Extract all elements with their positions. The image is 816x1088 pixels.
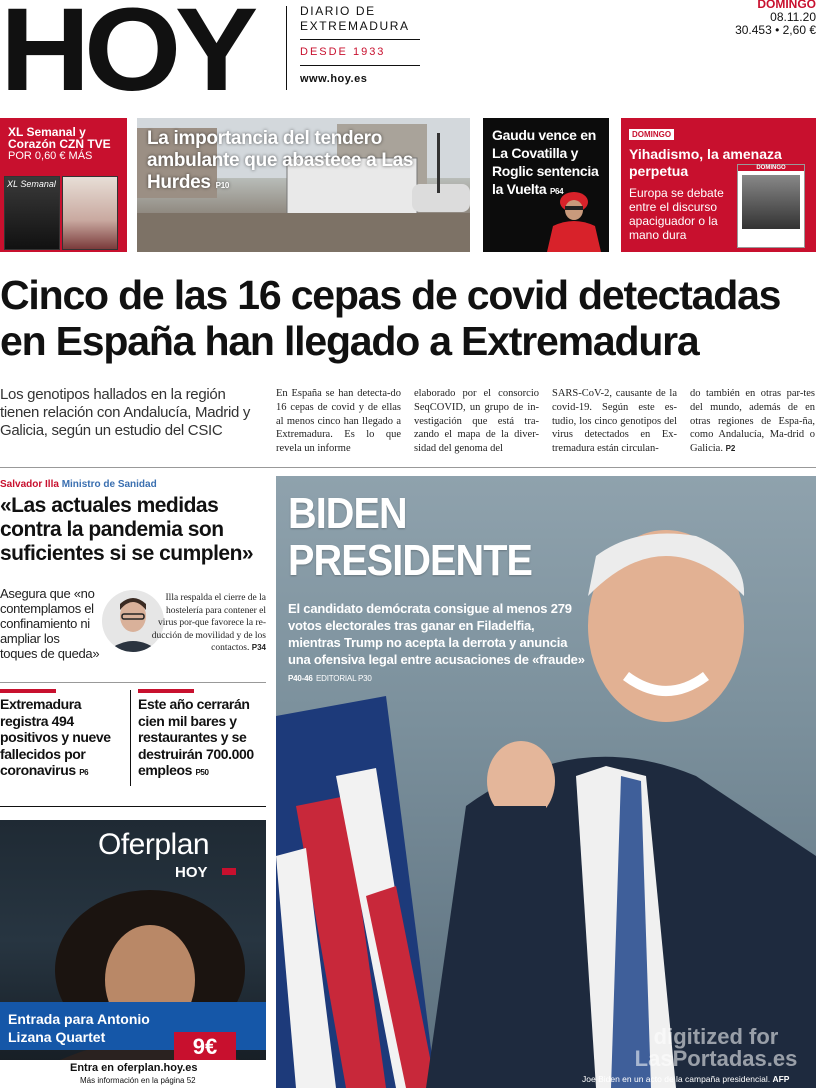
xl-magazine-title: XL Semanal [7, 179, 56, 189]
main-standfirst: Los genotipos hallados en la región tienen relación con Andalucía, Madrid y Galicia, según un estudio del CSIC [0, 386, 251, 439]
oferplan-title: Entrada para Antonio Lizana Quartet [8, 1011, 150, 1045]
illa-name: Salvador Illa [0, 479, 59, 490]
main-headline[interactable]: Cinco de las 16 cepas de covid detectadas en España han llegado a Extremadura [0, 272, 781, 364]
teaser-yihad-badge: DOMINGO [629, 129, 674, 140]
illa-lead: Asegura que «no contemplamos el confinamiento ni ampliar los toques de queda» [0, 586, 100, 661]
teaser-yihadismo[interactable] [621, 118, 816, 252]
oferplan-more-info: Más información en la página 52 [80, 1076, 196, 1085]
section-divider [0, 806, 266, 807]
masthead-rule [300, 65, 420, 66]
oferplan-price: 9€ [174, 1032, 236, 1062]
corazon-magazine-cover [62, 176, 118, 250]
teaser-xl-price: POR 0,60 € MÁS [8, 150, 93, 162]
teaser-xl-semanal[interactable] [0, 118, 127, 252]
brief-covid-extremadura[interactable]: Extremadura registra 494 positivos y nueve fallecidos por coronavirus P6 [0, 696, 111, 778]
masthead-subtitle-block [300, 4, 430, 87]
brief-accent-bar [138, 689, 194, 693]
us-flag-image [276, 696, 436, 1088]
teaser-yihad-subhead: Europa se debate entre el discurso apaciguador o la mano dura [629, 186, 724, 242]
oferplan-web-link[interactable]: Entra en oferplan.hoy.es [70, 1062, 198, 1074]
brief-bares[interactable]: Este año cerrarán cien mil bares y restaurantes y se destruirán 700.000 empleos P50 [138, 696, 254, 778]
teaser-tendero[interactable] [137, 118, 470, 252]
oferplan-brand-tag [222, 868, 236, 875]
oferplan-logo: Oferplan [98, 828, 210, 861]
masthead-since: DESDE 1933 [300, 46, 386, 58]
main-body-col-2: elaborado por el consorcio SeqCOVID, un grupo de in-vestigación que está tra-zando el mapa de la diver-sidad del genoma del [414, 388, 539, 455]
issue-info [696, 0, 816, 37]
teaser-tendero-headline: La importancia del tendero ambulante que abastece a Las Hurdes P10 [147, 128, 414, 193]
masthead-logo[interactable]: HOY [0, 0, 252, 116]
biden-headline: BIDEN PRESIDENTE [288, 489, 533, 585]
illa-kicker [0, 479, 157, 490]
brief-accent-bar [0, 689, 56, 693]
brief-divider [130, 690, 131, 786]
teaser-xl-title: XL Semanal y Corazón CZN TVE [8, 125, 111, 151]
mini-cover-image [742, 175, 800, 229]
main-body-col-3: SARS-CoV-2, causante de la covid-19. Según este es-tudio, los cinco genotipos del virus detectados en Ex-tremadura están circulan- [552, 388, 677, 455]
main-page-ref: P2 [725, 444, 736, 454]
teaser-gaudu[interactable] [483, 118, 609, 252]
illa-body-text: Illa respalda el cierre de la hostelería para contener el virus por-que favorece la re-ducción de movilidad y de los contactos. P34 [151, 593, 266, 654]
masthead-web-link[interactable]: www.hoy.es [300, 73, 368, 85]
issue-day: DOMINGO [757, 0, 816, 11]
mini-cover-badge: DOMINGO [738, 165, 804, 171]
oferplan-brand: HOY [175, 864, 208, 881]
issue-number-price: 30.453 • 2,60 € [735, 23, 816, 37]
oferplan-ad[interactable] [0, 820, 266, 1088]
biden-photo-caption: Joe Biden en un acto de la campaña presidencial. AFP [582, 1074, 790, 1084]
main-body-col-4: do también en otras par-tes del mundo, además de en otras regiones de Espa-ña, como Andalucía, Ma-drid o Galicia. P2 [690, 388, 815, 455]
section-divider [0, 467, 816, 468]
cyclist-photo [543, 184, 605, 252]
teaser-yihad-headline: Yihadismo, la amenaza perpetua [629, 146, 782, 179]
illa-quote-headline[interactable]: «Las actuales medidas contra la pandemia son suficientes si se cumplen» [0, 494, 254, 565]
masthead-subtitle: DIARIO DE EXTREMADURA [300, 4, 410, 33]
masthead-rule [300, 39, 420, 40]
masthead-divider [286, 6, 287, 90]
biden-dek: El candidato demócrata consigue al menos 279 votos electorales tras ganar en Filadelfia, mientras Trump no acepta la derrota y anuncia una ofensiva legal entre acusaciones de «fraude» P40-46 EDITORIAL P30 [288, 601, 585, 683]
teaser-gaudu-headline: Gaudu vence en La Covatilla y Roglic sentencia la Vuelta P64 [492, 127, 599, 197]
watermark: digitized for LasPortadas.es [634, 1024, 798, 1071]
section-divider [0, 682, 266, 683]
xl-magazine-cover [4, 176, 60, 250]
issue-date: 08.11.20 [770, 10, 816, 24]
illa-role: Ministro de Sanidad [61, 479, 157, 490]
domingo-supplement-cover [737, 164, 805, 248]
biden-lead-story[interactable] [276, 476, 816, 1088]
main-body-col-1: En España se han detecta-do 16 cepas de covid y de ellas al menos cinco han llegado a Extremadura. Es lo que revela un informe [276, 388, 401, 455]
